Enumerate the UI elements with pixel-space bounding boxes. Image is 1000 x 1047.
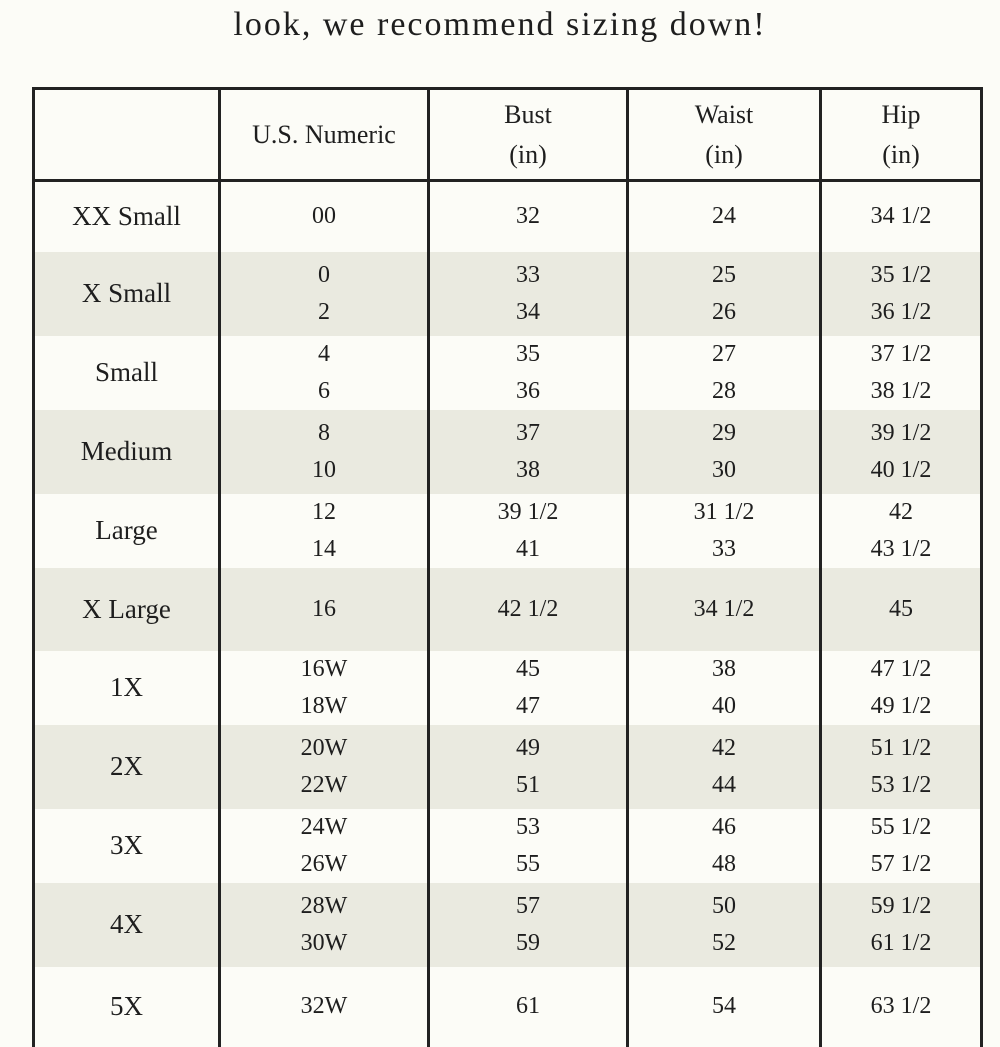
header-row — [34, 89, 982, 181]
waist-value: 38 — [712, 655, 736, 682]
size-label: XX Small — [34, 181, 220, 252]
header-hip — [821, 89, 982, 181]
hip-cell — [821, 252, 982, 336]
numeric-value: 10 — [312, 456, 336, 483]
header-hip-unit: (in) — [882, 139, 920, 169]
hip-cell — [821, 651, 982, 725]
header-waist — [628, 89, 821, 181]
hip-value: 34 1/2 — [870, 203, 932, 230]
size-label: 2X — [34, 725, 220, 809]
hip-value: 42 — [889, 498, 913, 525]
hip-value: 51 1/2 — [870, 734, 932, 761]
hip-value: 38 1/2 — [870, 377, 932, 404]
numeric-cell — [220, 252, 429, 336]
hip-value: 57 1/2 — [870, 850, 932, 877]
table-row — [34, 651, 982, 725]
header-bust-label: Bust — [504, 99, 552, 129]
waist-value: 29 — [712, 419, 736, 446]
size-label: 5X — [34, 967, 220, 1047]
numeric-value: 8 — [318, 419, 330, 446]
waist-value: 44 — [712, 771, 736, 798]
hip-cell — [821, 410, 982, 494]
header-waist-unit: (in) — [705, 139, 743, 169]
bust-value: 45 — [516, 655, 540, 682]
bust-cell — [429, 651, 628, 725]
table-row — [34, 883, 982, 967]
waist-cell — [628, 568, 821, 651]
hip-value: 36 1/2 — [870, 298, 932, 325]
table-row — [34, 967, 982, 1047]
header-size — [34, 89, 220, 181]
bust-cell — [429, 252, 628, 336]
table-row — [34, 336, 982, 410]
hip-value: 59 1/2 — [870, 892, 932, 919]
waist-value: 31 1/2 — [693, 498, 755, 525]
numeric-cell — [220, 336, 429, 410]
bust-value: 61 — [516, 993, 540, 1019]
waist-cell — [628, 336, 821, 410]
bust-cell — [429, 181, 628, 252]
table-row — [34, 725, 982, 809]
table-row — [34, 181, 982, 252]
waist-cell — [628, 252, 821, 336]
hip-cell — [821, 181, 982, 252]
bust-cell — [429, 494, 628, 568]
size-label: X Large — [34, 568, 220, 651]
bust-value: 47 — [516, 692, 540, 719]
waist-value: 46 — [712, 813, 736, 840]
header-hip-label: Hip — [881, 99, 921, 129]
hip-cell — [821, 336, 982, 410]
numeric-value: 6 — [318, 377, 330, 404]
waist-value: 28 — [712, 377, 736, 404]
header-bust-unit: (in) — [509, 139, 547, 169]
bust-cell — [429, 883, 628, 967]
size-label: 1X — [34, 651, 220, 725]
size-chart — [32, 87, 980, 1021]
waist-value: 40 — [712, 692, 736, 719]
bust-value: 51 — [516, 771, 540, 798]
bust-cell — [429, 809, 628, 883]
numeric-cell — [220, 725, 429, 809]
hip-value: 40 1/2 — [870, 456, 932, 483]
waist-cell — [628, 883, 821, 967]
hip-value: 39 1/2 — [870, 419, 932, 446]
table-row — [34, 252, 982, 336]
numeric-cell — [220, 809, 429, 883]
numeric-value: 28W — [300, 892, 348, 919]
waist-value: 26 — [712, 298, 736, 325]
hip-cell — [821, 967, 982, 1047]
waist-cell — [628, 494, 821, 568]
size-label: 4X — [34, 883, 220, 967]
numeric-cell — [220, 883, 429, 967]
bust-value: 57 — [516, 892, 540, 919]
numeric-value: 24W — [300, 813, 348, 840]
numeric-value: 4 — [318, 340, 330, 367]
hip-value: 37 1/2 — [870, 340, 932, 367]
numeric-value: 0 — [318, 261, 330, 288]
numeric-cell — [220, 410, 429, 494]
bust-cell — [429, 725, 628, 809]
waist-cell — [628, 967, 821, 1047]
bust-value: 53 — [516, 813, 540, 840]
hip-value: 63 1/2 — [870, 993, 932, 1019]
bust-value: 42 1/2 — [497, 595, 559, 622]
bust-value: 37 — [516, 419, 540, 446]
waist-value: 24 — [712, 203, 736, 230]
size-label: Large — [34, 494, 220, 568]
header-bust — [429, 89, 628, 181]
intro-text: look, we recommend sizing down! — [233, 6, 767, 43]
bust-value: 32 — [516, 203, 540, 230]
waist-value: 42 — [712, 734, 736, 761]
bust-value: 38 — [516, 456, 540, 483]
bust-cell — [429, 410, 628, 494]
numeric-cell — [220, 494, 429, 568]
hip-cell — [821, 725, 982, 809]
waist-value: 27 — [712, 340, 736, 367]
hip-cell — [821, 568, 982, 651]
size-chart-table — [32, 87, 983, 1047]
bust-value: 41 — [516, 535, 540, 562]
size-label: Small — [34, 336, 220, 410]
hip-cell — [821, 809, 982, 883]
waist-value: 52 — [712, 929, 736, 956]
waist-value: 34 1/2 — [693, 595, 755, 622]
waist-value: 25 — [712, 261, 736, 288]
table-row — [34, 410, 982, 494]
hip-cell — [821, 494, 982, 568]
waist-cell — [628, 181, 821, 252]
header-numeric: U.S. Numeric — [220, 89, 429, 181]
hip-value: 47 1/2 — [870, 655, 932, 682]
numeric-cell — [220, 181, 429, 252]
numeric-value: 16W — [300, 655, 348, 682]
bust-cell — [429, 967, 628, 1047]
waist-cell — [628, 809, 821, 883]
table-row — [34, 568, 982, 651]
bust-cell — [429, 568, 628, 651]
numeric-cell — [220, 568, 429, 651]
waist-value: 30 — [712, 456, 736, 483]
numeric-value: 12 — [312, 498, 336, 525]
hip-value: 45 — [889, 595, 913, 622]
bust-value: 39 1/2 — [497, 498, 559, 525]
numeric-value: 2 — [318, 298, 330, 325]
waist-cell — [628, 725, 821, 809]
bust-value: 33 — [516, 261, 540, 288]
numeric-value: 30W — [300, 929, 348, 956]
numeric-value: 20W — [300, 734, 348, 761]
hip-cell — [821, 883, 982, 967]
size-label: Medium — [34, 410, 220, 494]
numeric-cell — [220, 651, 429, 725]
bust-value: 55 — [516, 850, 540, 877]
size-label: 3X — [34, 809, 220, 883]
waist-value: 54 — [712, 993, 736, 1019]
waist-value: 33 — [712, 535, 736, 562]
numeric-value: 18W — [300, 692, 348, 719]
bust-value: 49 — [516, 734, 540, 761]
numeric-value: 26W — [300, 850, 348, 877]
size-label: X Small — [34, 252, 220, 336]
waist-value: 48 — [712, 850, 736, 877]
bust-value: 59 — [516, 929, 540, 956]
numeric-value: 14 — [312, 535, 336, 562]
numeric-cell — [220, 967, 429, 1047]
bust-cell — [429, 336, 628, 410]
hip-value: 35 1/2 — [870, 261, 932, 288]
waist-value: 50 — [712, 892, 736, 919]
bust-value: 36 — [516, 377, 540, 404]
numeric-value: 22W — [300, 771, 348, 798]
table-row — [34, 809, 982, 883]
waist-cell — [628, 651, 821, 725]
hip-value: 61 1/2 — [870, 929, 932, 956]
numeric-value: 16 — [312, 595, 336, 622]
hip-value: 49 1/2 — [870, 692, 932, 719]
numeric-value: 00 — [312, 203, 336, 230]
bust-value: 34 — [516, 298, 540, 325]
bust-value: 35 — [516, 340, 540, 367]
numeric-value: 32W — [300, 993, 348, 1019]
waist-cell — [628, 410, 821, 494]
hip-value: 55 1/2 — [870, 813, 932, 840]
hip-value: 53 1/2 — [870, 771, 932, 798]
header-waist-label: Waist — [694, 99, 754, 129]
table-row — [34, 494, 982, 568]
hip-value: 43 1/2 — [870, 535, 932, 562]
